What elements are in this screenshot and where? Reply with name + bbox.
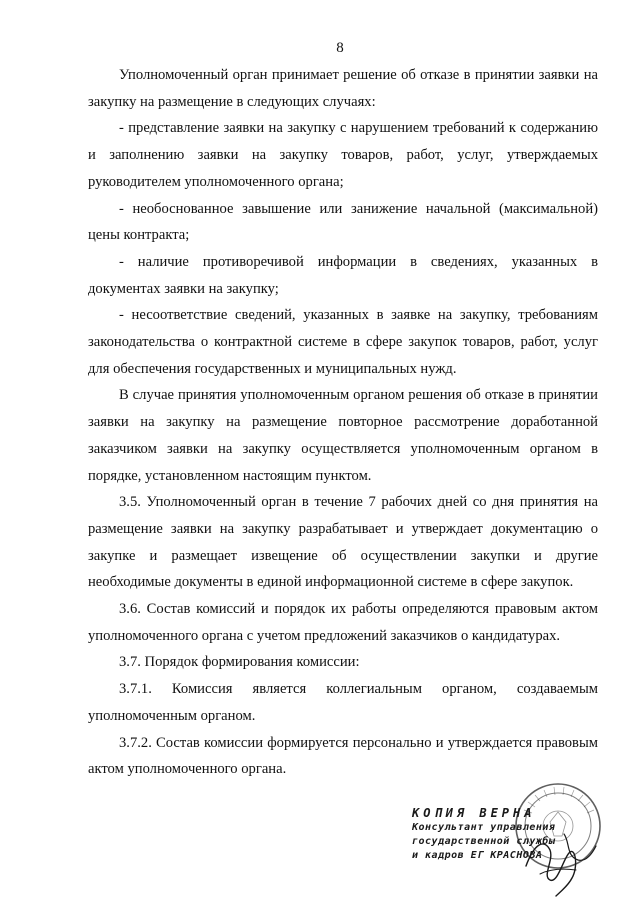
stamp-line-department: государственной службы xyxy=(412,836,556,847)
list-item-price-deviation: - необоснованное завышение или занижение начальной (максимальной) цены контракта; xyxy=(88,200,598,244)
page-number: 8 xyxy=(336,40,344,56)
paragraph-refusal-intro: Уполномоченный орган принимает решение об отказе в принятии заявки на закупку на размещение в следующих случаях: xyxy=(88,67,598,110)
paragraph-3-7: 3.7. Порядок формирования комиссии: xyxy=(119,654,360,671)
paragraph-3-7-1: 3.7.1. Комиссия является коллегиальным органом, создаваемым уполномоченным органом. xyxy=(88,681,598,724)
document-body xyxy=(88,62,598,783)
paragraph-resubmission: В случае принятия уполномоченным органом решения об отказе в принятии заявки на закупку на размещение повторное рассмотрение доработанной заказчиком заявки на закупку осуществляется уполномоченным органом в порядке, установленном настоящим пунктом. xyxy=(88,387,598,484)
handwritten-signature-icon xyxy=(520,826,600,898)
paragraph-3-7-2: 3.7.2. Состав комиссии формируется персонально и утверждается правовым актом уполномоченного органа. xyxy=(88,734,598,778)
list-item-legislation-mismatch: - несоответствие сведений, указанных в заявке на закупку, требованиям законодательства о контрактной системе в сфере закупок товаров, работ, услуг для обеспечения государственных и муниципальных нужд. xyxy=(88,307,598,377)
stamp-line-copy: КОПИЯ ВЕРНА xyxy=(412,806,536,820)
stamp-line-name: и кадров ЕГ КРАСНОВА xyxy=(412,850,543,861)
list-item-requirements-violation: - представление заявки на закупку с нарушением требований к содержанию и заполнению заявки на закупку товаров, работ, услуг, утверждаемых руководителем уполномоченного органа; xyxy=(88,120,598,190)
paragraph-3-5: 3.5. Уполномоченный орган в течение 7 рабочих дней со дня принятия на размещение заявки на закупку разрабатывает и утверждает документацию о закупке и размещает извещение об осуществлении закупки и другие необходимые документы в единой информационной системе в сфере закупок. xyxy=(88,494,598,591)
list-item-contradictory-info: - наличие противоречивой информации в сведениях, указанных в документах заявки на закупку; xyxy=(88,253,598,297)
paragraph-3-6: 3.6. Состав комиссий и порядок их работы определяются правовым актом уполномоченного органа с учетом предложений заказчиков о кандидатурах. xyxy=(88,601,598,644)
stamp-line-position: Консультант управления xyxy=(412,822,556,833)
